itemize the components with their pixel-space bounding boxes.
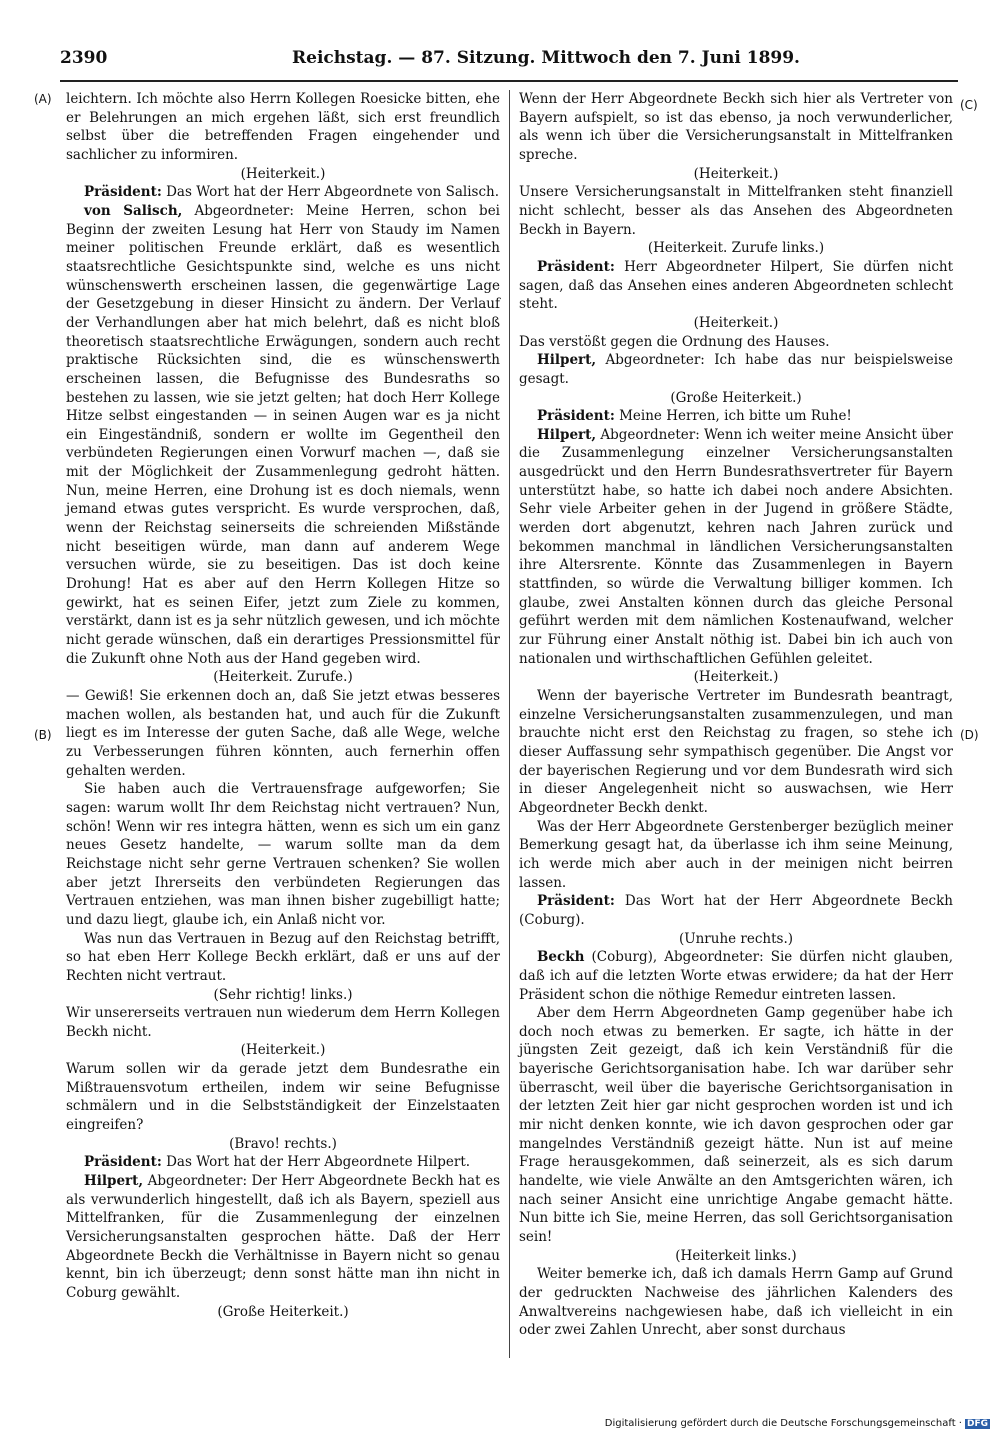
speech-paragraph (519, 258, 953, 314)
speech-paragraph (66, 1172, 500, 1303)
footer-credit (570, 1418, 990, 1432)
stage-direction: (Heiterkeit.) (240, 1042, 326, 1059)
speaker-name: von Salisch, (84, 202, 183, 219)
body-paragraph: Wenn der Herr Abgeordnete Beckh sich hier als Vertreter von Bayern aufspielt, so ist das ebenso, ja noch verwunderlicher, als wenn ich über die Versicherungsanstalt in Mittelfranken spreche. (519, 91, 953, 163)
body-paragraph: Aber dem Herrn Abgeordneten Gamp gegenüber habe ich doch noch etwas zu bemerken. Er sagte, ich hätte in der jüngsten Zeit gezeigt, daß ich kein Verständniß für die bayerische Gerichtsorganisation habe. Ich war darüber sehr überrascht, weil über die bayerische Gerichtsorganisation in der letzten Zeit hier gar nicht gesprochen worden ist und ich mir nicht denken konnte, wie ich davon gesprochen oder gar mangelndes Verständniß gezeigt hätte. Nun ist auf meine Frage herausgekommen, daß seinerzeit, als es sich darum handelte, wie viele Anwälte an den Amtsgerichten wären, ich nach seiner Ansicht eine unrichtige Angabe gemacht hätte. Nun bitte ich Sie, meine Herren, das soll Gerichtsorganisation sein! (519, 1005, 953, 1246)
speech-paragraph (519, 407, 953, 426)
footer-text: Digitalisierung gefördert durch die Deutsche Forschungsgemeinschaft · (604, 1418, 962, 1429)
running-head: Reichstag. — 87. Sitzung. Mittwoch den 7. Juni 1899. (292, 48, 800, 68)
page-header (60, 44, 958, 74)
margin-marker-b: (B) (34, 728, 52, 742)
speech-text: Das Wort hat der Herr Abgeordnete von Salisch. (161, 184, 500, 201)
body-paragraph: Was nun das Vertrauen in Bezug auf den Reichstag betrifft, so hat eben Herr Kollege Beckh erklärt, daß er uns auf der Rechten nicht vertraut. (66, 930, 500, 984)
speaker-name: Hilpert, (537, 426, 597, 443)
stage-direction: (Heiterkeit.) (693, 314, 779, 331)
speech-text: Meine Herren, ich bitte um Ruhe! (614, 408, 852, 425)
speaker-name: Beckh (537, 949, 585, 966)
body-paragraph: Unsere Versicherungsanstalt in Mittelfranken steht finanziell nicht schlecht, besser als das Ansehen des Abgeordneten Beckh in Bayern. (519, 184, 953, 238)
stage-direction: (Große Heiterkeit.) (217, 1303, 349, 1320)
body-paragraph: Wenn der bayerische Vertreter im Bundesrath beantragt, einzelne Versicherungsanstalten zusammenzulegen, und man brauchte nicht erst den Reichstag zu fragen, so stehe ich dieser Auffassung sehr sympathisch gegenüber. Die Angst vor der bayerischen Regierung und vor dem Bundesrath wird sich in dieser Angelegenheit nicht so auswachsen, wie Herr Abgeordneter Beckh denkt. (519, 688, 953, 816)
speaker-name: Hilpert, (84, 1173, 144, 1190)
speaker-name: Präsident: (537, 258, 615, 275)
stage-direction: (Bravo! rechts.) (229, 1135, 337, 1152)
left-column (66, 90, 500, 1321)
body-paragraph: leichtern. Ich möchte also Herrn Kollegen Roesicke bitten, ehe er Belehrungen an mich ergehen läßt, sich erst freundlich selbst über die betreffenden Fragen eingehender und sachlicher zu informiren. (66, 91, 500, 163)
stage-direction: (Heiterkeit links.) (675, 1247, 797, 1264)
stage-direction: (Unruhe rechts.) (678, 930, 794, 947)
margin-marker-d: (D) (960, 728, 979, 742)
speech-paragraph (519, 948, 953, 1004)
body-paragraph: Das verstößt gegen die Ordnung des Hauses. (519, 333, 830, 350)
speech-text: Abgeordneter: Meine Herren, schon bei Beginn der zweiten Lesung hat Herr von Staudy im Namen meiner politischen Freunde erklärt, daß es wesentlich staatsrechtliche Gesichtspunkte sind, welche es uns nicht wünschenswerth erscheinen lassen, die gegenwärtige Lage der Gesetzgebung in dieser Hinsicht zu ändern. Der Verlauf der Verhandlungen aber hat mich belehrt, daß es nicht bloß theoretisch staatsrechtliche Erwägungen, sondern auch recht praktische Rücksichten sind, die es wünschenswerth erscheinen lassen, die Befugnisse des Bundesraths so bestehen zu lassen, wie sie jetzt gelten; hat doch Herr Kollege Hitze selbst eingestanden — in seinen Augen war es ja nicht ein Eingeständniß, sondern er wollte im Gegentheil den verbündeten Regierungen einen Vorwurf machen —, daß sie mit der Möglichkeit der Zusammenlegung gedroht hätten. Nun, meine Herren, eine Drohung ist es doch niemals, wenn jemand etwas gutes verspricht. Es wurde versprochen, daß, wenn der Reichstag seinerseits die schreienden Mißstände nicht beseitigen würde, man dann auf anderem Wege versuchen würde, sie zu beseitigen. Das ist doch keine Drohung! Hat es aber auf den Herrn Kollegen Hitze so gewirkt, hat es seinen Eifer, jetzt zum Ziele zu kommen, verstärkt, dann ist es ja sehr nützlich gewesen, und ich möchte nicht gerade wünschen, daß ein derartiges Pressionsmittel für die Zukunft ohne Noth aus der Hand gegeben wird. (66, 202, 500, 667)
stage-direction: (Heiterkeit. Zurufe links.) (647, 240, 825, 257)
stage-direction: (Heiterkeit. Zurufe.) (213, 669, 353, 686)
margin-marker-a: (A) (34, 92, 52, 106)
column-divider (509, 90, 510, 1358)
speech-text: Abgeordneter: Der Herr Abgeordnete Beckh hat es als verwunderlich hingestellt, daß ich als Bayern, speziell aus Mittelfranken, für die Zusammenlegung der einzelnen Versicherungsanstalten gesprochen hätte. Daß der Herr Abgeordnete Beckh die Verhältnisse in Bayern nicht so genau kennt, bin ich überzeugt; denn sonst hätte man ihn nicht in Coburg gewählt. (66, 1173, 500, 1301)
page-number: 2390 (60, 48, 108, 68)
stage-direction: (Heiterkeit.) (693, 165, 779, 182)
body-paragraph: Wir unsererseits vertrauen nun wiederum dem Herrn Kollegen Beckh nicht. (66, 1005, 500, 1040)
speech-paragraph (519, 351, 953, 388)
speech-text: Das Wort hat der Herr Abgeordnete Beckh (Coburg). (519, 893, 953, 928)
stage-direction: (Heiterkeit.) (240, 165, 326, 182)
body-paragraph: Weiter bemerke ich, daß ich damals Herrn Gamp auf Grund der gedruckten Nachweise des jährlichen Kalenders des Anwaltvereins nachgewiesen habe, daß ich vielleicht in ein oder zwei Zahlen Unrecht, aber sonst durchaus (519, 1266, 953, 1339)
speech-text: Abgeordneter: Wenn ich weiter meine Ansicht über die Zusammenlegung einzelner Versicherungsanstalten ausgedrückt und den Herrn Bundesrathsvertreter für Bayern unterstützt habe, so hatte ich dabei noch andere Absichten. Sehr viele Arbeiter gehen in der Jugend in größere Städte, werden dort abgenutzt, kehren nach Jahren zurück und bekommen manchmal in ländlichen Versicherungsanstalten ihre Altersrente. Könnte das Zusammenlegen in Bayern stattfinden, so würde die Verwaltung billiger kommen. Ich glaube, zwei Anstalten können durch das gleiche Personal geführt werden mit dem nämlichen Kostenaufwand, welcher zur Führung einer Anstalt nöthig ist. Dabei bin ich auch von nationalen und wirthschaftlichen Gefühlen geleitet. (519, 426, 953, 667)
speech-paragraph (66, 202, 500, 668)
speech-paragraph (519, 426, 953, 669)
speech-paragraph (66, 1153, 500, 1172)
margin-marker-c: (C) (960, 98, 978, 112)
speaker-name: Präsident: (84, 1154, 162, 1171)
body-paragraph: Warum sollen wir da gerade jetzt dem Bundesrathe ein Mißtrauensvotum ertheilen, indem wir seine Befugnisse schmälern und in die Selbstständigkeit der Einzelstaaten eingreifen? (66, 1061, 500, 1134)
speech-text: (Coburg), Abgeordneter: Sie dürfen nicht glauben, daß ich auf die letzten Worte etwas erwidere; da hat der Herr Präsident schon die nöthige Remedur eintreten lassen. (519, 949, 953, 1003)
speech-text: Herr Abgeordneter Hilpert, Sie dürfen nicht sagen, daß das Ansehen eines anderen Abgeordneten schlecht steht. (519, 258, 953, 313)
dfg-logo: DFG (966, 1419, 988, 1429)
speech-paragraph (519, 892, 953, 929)
stage-direction: (Heiterkeit.) (693, 669, 779, 686)
speaker-name: Präsident: (537, 408, 615, 425)
stage-direction: (Sehr richtig! links.) (213, 986, 353, 1003)
right-column (519, 90, 953, 1340)
stage-direction: (Große Heiterkeit.) (670, 389, 802, 406)
body-paragraph: Was der Herr Abgeordnete Gerstenberger bezüglich meiner Bemerkung gesagt hat, da überlasse ich ihm seine Meinung, ich werde mich aber auch in der meinigen nicht beirren lassen. (519, 818, 953, 891)
body-paragraph: Sie haben auch die Vertrauensfrage aufgeworfen; Sie sagen: warum wollt Ihr dem Reichstag nicht vertrauen? Nun, schön! Wenn wir res integra hätten, wenn es sich um ein ganz neues Gesetz handelte, — warum sollte man da dem Reichstage nicht sehr gerne Vertrauen schenken? Sie wollen aber jetzt Ihrerseits den verbündeten Regierungen das Vertrauen entziehen, was man ihnen bisher zugebilligt hatte; und dazu liegt, glaube ich, ein Anlaß nicht vor. (66, 781, 500, 928)
speaker-name: Hilpert, (537, 352, 597, 369)
speech-text: Abgeordneter: Ich habe das nur beispielsweise gesagt. (519, 352, 953, 387)
speaker-name: Präsident: (84, 184, 162, 201)
speech-text: Das Wort hat der Herr Abgeordnete Hilpert. (161, 1154, 471, 1171)
header-rule (60, 80, 958, 82)
body-paragraph: — Gewiß! Sie erkennen doch an, daß Sie jetzt etwas besseres machen wollen, als bestanden hat, und auch für die Zukunft liegt es im Interesse der guten Sache, daß alle Wege, welche zu Verbesserungen führen könnten, auch fernerhin offen gehalten werden. (66, 688, 500, 779)
speech-paragraph (66, 183, 500, 202)
speaker-name: Präsident: (537, 893, 615, 910)
